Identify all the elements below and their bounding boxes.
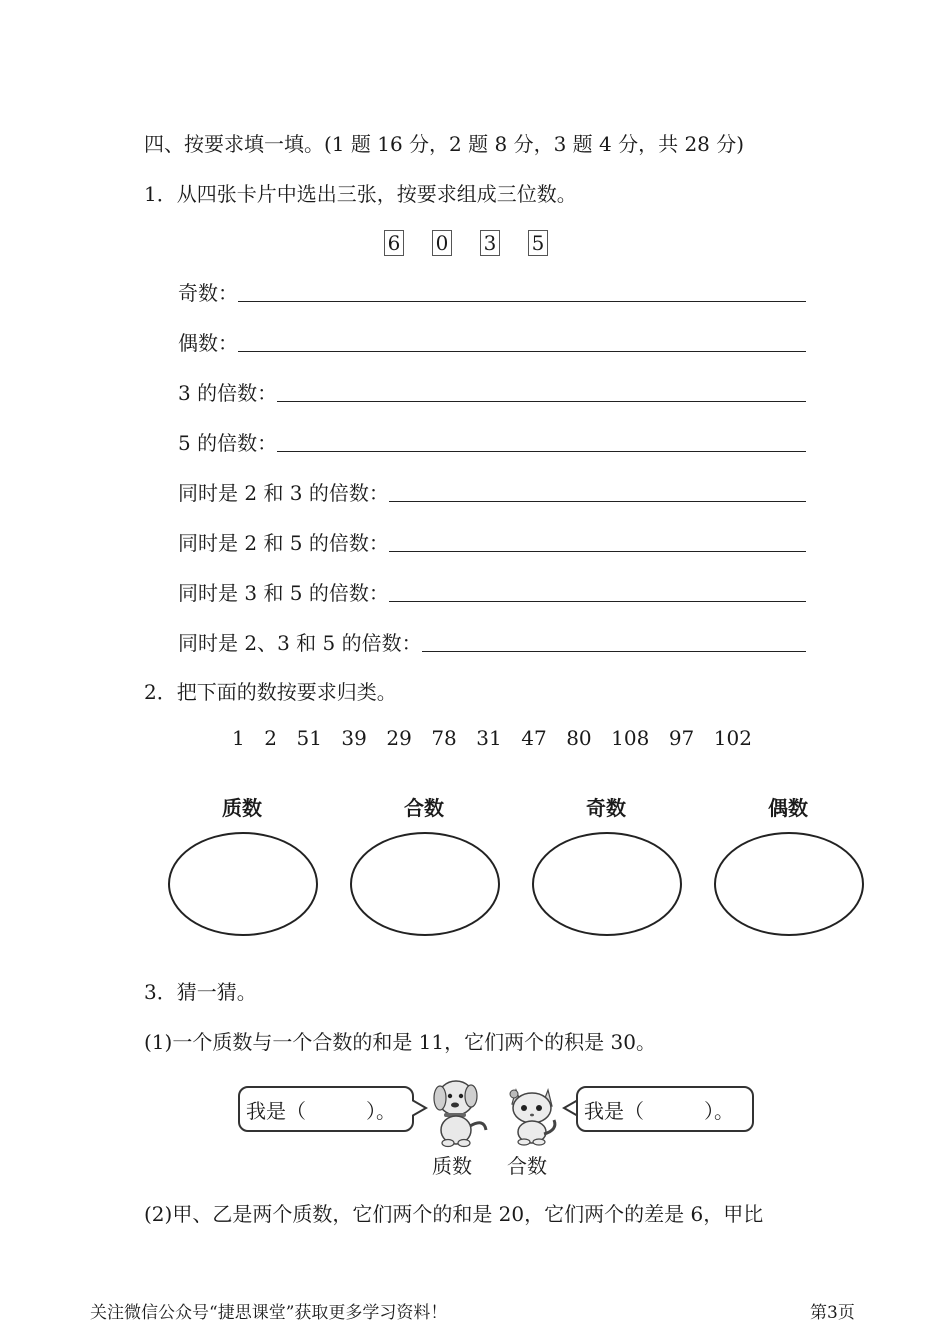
number-item: 80 (566, 726, 592, 750)
speech-bubble-left[interactable]: 我是（ ）。 (238, 1086, 414, 1132)
number-item: 78 (431, 726, 457, 750)
number-item: 108 (611, 726, 650, 750)
category-label-odd: 奇数 (586, 796, 626, 820)
category-oval-even[interactable] (714, 832, 864, 936)
category-label-prime: 质数 (222, 796, 262, 820)
number-list (232, 726, 752, 750)
page-number: 第3页 (810, 1303, 855, 1323)
category-oval-prime[interactable] (168, 832, 318, 936)
digit-card: 3 (480, 230, 500, 256)
category-oval-composite[interactable] (350, 832, 500, 936)
category-label-even: 偶数 (768, 796, 808, 820)
dog-icon (426, 1074, 492, 1148)
number-item: 47 (521, 726, 547, 750)
answer-row-multiple-2-3 (178, 476, 806, 506)
answer-row-label: 同时是 2、3 和 5 的倍数： (178, 631, 422, 655)
number-item: 39 (341, 726, 367, 750)
footer-note: 关注微信公众号“捷思课堂”获取更多学习资料！ (90, 1303, 448, 1323)
number-item: 97 (668, 726, 695, 750)
cat-label: 合数 (507, 1154, 547, 1178)
answer-blank-line[interactable] (389, 500, 806, 502)
answer-row-multiple-2-3-5 (178, 626, 806, 656)
answer-row-odd (178, 276, 806, 306)
number-item: 1 (232, 726, 245, 750)
digit-card: 6 (384, 230, 404, 256)
number-item: 102 (713, 726, 752, 750)
answer-blank-line[interactable] (422, 650, 806, 652)
answer-blank-line[interactable] (238, 300, 806, 302)
answer-blank-line[interactable] (238, 350, 806, 352)
answer-row-multiple-2-5 (178, 526, 806, 556)
question-3-prompt: 3．猜一猜。 (144, 980, 257, 1004)
question-2-prompt: 2．把下面的数按要求归类。 (144, 680, 397, 704)
section-title: 四、按要求填一填。(1 题 16 分，2 题 8 分，3 题 4 分，共 28 分) (144, 132, 745, 156)
question-3-1-text: (1)一个质数与一个合数的和是 11，它们两个的积是 30。 (144, 1030, 656, 1054)
category-oval-odd[interactable] (532, 832, 682, 936)
cat-icon (504, 1080, 562, 1146)
answer-blank-line[interactable] (389, 600, 806, 602)
answer-row-multiple-3-5 (178, 576, 806, 606)
answer-row-even (178, 326, 806, 356)
answer-row-multiple-3 (178, 376, 806, 406)
question-1-prompt: 1．从四张卡片中选出三张，按要求组成三位数。 (144, 182, 577, 206)
answer-row-label: 偶数： (178, 331, 238, 355)
category-label-composite: 合数 (404, 796, 444, 820)
speech-bubble-right[interactable]: 我是（ ）。 (576, 1086, 754, 1132)
answer-blank-line[interactable] (277, 450, 806, 452)
answer-row-label: 同时是 3 和 5 的倍数： (178, 581, 389, 605)
answer-blank-line[interactable] (277, 400, 806, 402)
digit-card: 5 (528, 230, 548, 256)
number-item: 31 (476, 726, 502, 750)
number-item: 29 (386, 726, 412, 750)
dog-label: 质数 (432, 1154, 472, 1178)
answer-row-label: 奇数： (178, 281, 238, 305)
question-3-2-text: (2)甲、乙是两个质数，它们两个的和是 20，它们两个的差是 6，甲比 (144, 1202, 764, 1226)
answer-row-label: 同时是 2 和 5 的倍数： (178, 531, 389, 555)
answer-row-label: 3 的倍数： (178, 381, 278, 405)
answer-row-label: 同时是 2 和 3 的倍数： (178, 481, 389, 505)
number-item: 51 (296, 726, 322, 750)
answer-row-multiple-5 (178, 426, 806, 456)
number-item: 2 (264, 726, 277, 750)
digit-card: 0 (432, 230, 452, 256)
answer-row-label: 5 的倍数： (178, 431, 278, 455)
answer-blank-line[interactable] (389, 550, 806, 552)
